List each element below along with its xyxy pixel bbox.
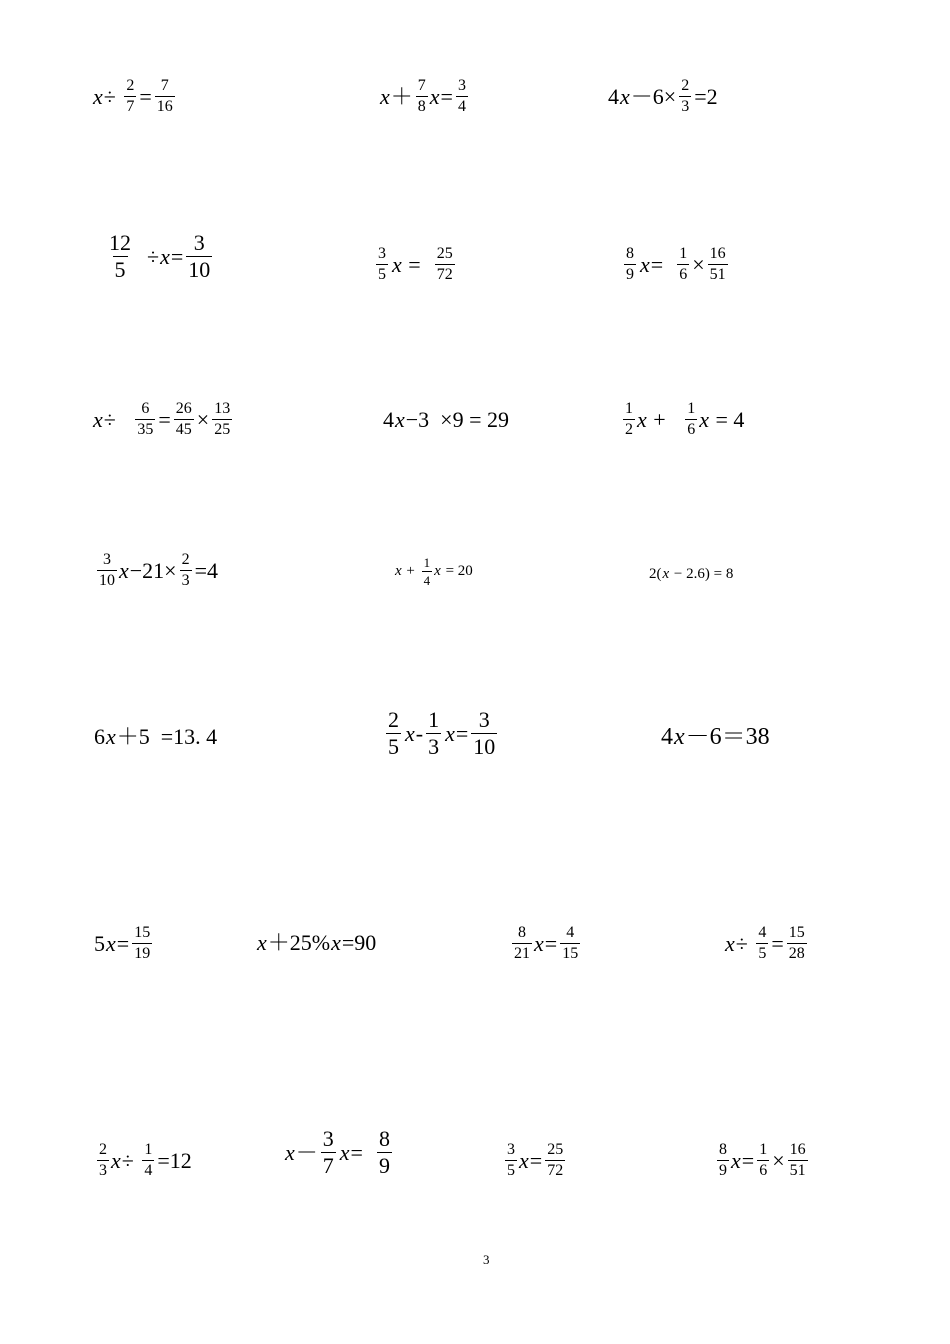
- equation-21: [285, 1128, 394, 1177]
- fraction-denominator: 72: [547, 1162, 564, 1179]
- fraction-denominator: 3: [681, 98, 690, 115]
- fraction-numerator: 1: [428, 707, 440, 732]
- fraction: [435, 246, 455, 283]
- fraction-denominator: 2: [625, 421, 633, 438]
- equation-6: [622, 246, 730, 283]
- equation-text: ÷: [103, 83, 122, 109]
- page-number: 3: [483, 1252, 490, 1267]
- fraction: [186, 232, 212, 281]
- fraction-numerator: 7: [417, 77, 426, 94]
- variable: x: [434, 563, 441, 579]
- equation-20: [95, 1142, 193, 1179]
- fraction-denominator: 8: [417, 98, 426, 115]
- fraction-numerator: 2: [181, 551, 190, 568]
- fraction: [321, 1128, 336, 1177]
- fraction-numerator: 4: [566, 924, 575, 941]
- equation-text: +: [647, 406, 683, 432]
- fraction-denominator: 15: [562, 945, 579, 962]
- fraction-numerator: 1: [687, 400, 696, 417]
- variable: x: [699, 406, 709, 432]
- fraction-numerator: 16: [709, 245, 726, 262]
- equation-text: ÷: [735, 930, 754, 956]
- equation-text: 5: [94, 930, 105, 956]
- fraction: [505, 1142, 517, 1179]
- fraction: [416, 78, 428, 115]
- variable: x: [395, 563, 402, 579]
- fraction-denominator: 28: [788, 945, 805, 962]
- fraction: [124, 78, 136, 115]
- fraction: [756, 925, 768, 962]
- fraction-numerator: 2: [126, 77, 135, 94]
- fraction-numerator: 3: [193, 230, 205, 255]
- fraction-numerator: 3: [507, 1141, 515, 1158]
- fraction-numerator: 8: [518, 924, 526, 941]
- equation-text: 2(: [649, 566, 662, 582]
- fraction: [456, 78, 468, 115]
- fraction-numerator: 8: [378, 1126, 390, 1151]
- variable: x: [285, 1139, 295, 1165]
- equation-text: －6＝38: [685, 724, 770, 750]
- fraction-denominator: 3: [99, 1162, 107, 1179]
- fraction: [787, 925, 807, 962]
- variable: x: [93, 83, 103, 109]
- equation-text: -: [415, 720, 424, 746]
- equation-text: =: [402, 251, 432, 277]
- equation-text: 6: [94, 724, 105, 749]
- fraction-denominator: 4: [144, 1162, 153, 1179]
- fraction-denominator: 3: [428, 734, 440, 759]
- fraction-denominator: 5: [378, 266, 386, 283]
- fraction-numerator: 1: [679, 245, 688, 262]
- equation-7: [93, 401, 234, 438]
- equation-19: [725, 925, 809, 962]
- variable: x: [534, 930, 544, 956]
- fraction-numerator: 6: [141, 400, 150, 417]
- fraction: [623, 401, 635, 438]
- fraction-numerator: 25: [547, 1141, 564, 1158]
- variable: x: [662, 566, 670, 582]
- fraction: [624, 246, 636, 283]
- variable: x: [429, 83, 440, 109]
- fraction-numerator: 25: [436, 245, 453, 262]
- equation-text: =90: [341, 930, 377, 955]
- fraction-numerator: 2: [99, 1141, 107, 1158]
- equation-10: [95, 552, 219, 589]
- fraction: [757, 1142, 769, 1179]
- equation-text: ×: [692, 251, 705, 277]
- equation-text: −21×: [129, 557, 177, 583]
- fraction-denominator: 7: [322, 1153, 334, 1178]
- equation-text: ×: [772, 1147, 785, 1173]
- fraction-denominator: 35: [137, 421, 154, 438]
- equation-15: [660, 725, 771, 749]
- equation-text: =: [158, 406, 171, 432]
- equation-text: − 2.6) = 8: [670, 566, 734, 582]
- equation-text: =: [650, 251, 675, 277]
- fraction: [708, 246, 728, 283]
- fraction-denominator: 10: [188, 257, 211, 282]
- fraction: [212, 401, 232, 438]
- fraction: [422, 556, 433, 587]
- variable: x: [519, 1147, 529, 1173]
- variable: x: [640, 251, 650, 277]
- fraction-denominator: 51: [709, 266, 726, 283]
- equation-text: ÷: [121, 1147, 140, 1173]
- equation-text: =: [440, 83, 453, 109]
- equation-11: [395, 556, 474, 587]
- equation-text: ＋: [390, 83, 413, 109]
- fraction: [717, 1142, 729, 1179]
- equation-14: [384, 709, 499, 758]
- variable: x: [395, 407, 405, 432]
- variable: x: [93, 406, 103, 432]
- fraction-numerator: 8: [719, 1141, 727, 1158]
- fraction: [376, 246, 388, 283]
- fraction-numerator: 3: [378, 245, 386, 262]
- equation-text: 4: [661, 724, 673, 750]
- variable: x: [637, 406, 647, 432]
- fraction-numerator: 1: [144, 1141, 153, 1158]
- fraction: [132, 925, 152, 962]
- fraction-numerator: 8: [626, 245, 634, 262]
- equation-text: =: [170, 243, 184, 269]
- fraction-denominator: 9: [626, 266, 634, 283]
- fraction: [97, 552, 117, 589]
- variable: x: [392, 251, 402, 277]
- fraction: [180, 552, 192, 589]
- fraction-numerator: 4: [758, 924, 767, 941]
- fraction: [677, 246, 689, 283]
- fraction: [377, 1128, 392, 1177]
- fraction-denominator: 3: [181, 572, 190, 589]
- variable: x: [111, 1147, 121, 1173]
- fraction: [685, 401, 697, 438]
- fraction-denominator: 6: [687, 421, 696, 438]
- fraction-denominator: 19: [134, 945, 151, 962]
- equation-text: ÷: [103, 406, 133, 432]
- fraction-denominator: 9: [378, 1153, 390, 1178]
- fraction: [426, 709, 441, 758]
- equation-text: =: [139, 83, 152, 109]
- variable: x: [106, 930, 116, 956]
- equation-text: +: [402, 563, 419, 579]
- fraction-denominator: 6: [679, 266, 688, 283]
- fraction-numerator: 3: [478, 707, 490, 732]
- variable: x: [106, 724, 116, 749]
- equation-text: =: [544, 930, 558, 956]
- fraction-denominator: 10: [473, 734, 496, 759]
- equation-text: ÷: [136, 243, 160, 269]
- equation-text: = 20: [441, 563, 473, 579]
- fraction-numerator: 1: [423, 555, 431, 570]
- equation-text: = 4: [709, 406, 745, 432]
- fraction-denominator: 4: [457, 98, 466, 115]
- equation-3: [607, 78, 719, 115]
- variable: x: [119, 557, 129, 583]
- fraction-denominator: 72: [436, 266, 453, 283]
- fraction-numerator: 2: [681, 77, 690, 94]
- variable: x: [257, 930, 267, 955]
- fraction-denominator: 5: [758, 945, 767, 962]
- fraction: [107, 232, 133, 281]
- equation-text: =2: [694, 83, 718, 109]
- equation-17: [257, 932, 377, 954]
- equation-12: [648, 567, 734, 582]
- variable: x: [331, 930, 341, 955]
- fraction-numerator: 7: [160, 77, 169, 94]
- variable: x: [674, 724, 685, 750]
- fraction-numerator: 12: [109, 230, 131, 255]
- fraction: [679, 78, 691, 115]
- fraction: [142, 1142, 154, 1179]
- fraction-numerator: 15: [134, 924, 151, 941]
- fraction-numerator: 13: [214, 400, 231, 417]
- equation-text: ＋5 =13. 4: [116, 724, 218, 749]
- equation-text: －6×: [630, 83, 677, 109]
- variable: x: [339, 1139, 350, 1165]
- equation-2: [380, 78, 470, 115]
- fraction: [512, 925, 532, 962]
- equation-text: =: [771, 930, 784, 956]
- fraction-numerator: 3: [103, 551, 111, 568]
- fraction-numerator: 3: [457, 77, 466, 94]
- fraction: [386, 709, 401, 758]
- equation-text: －: [295, 1139, 318, 1165]
- fraction-denominator: 5: [114, 257, 126, 282]
- variable: x: [725, 930, 735, 956]
- variable: x: [620, 83, 630, 109]
- fraction-numerator: 2: [388, 707, 399, 732]
- fraction: [135, 401, 155, 438]
- fraction-numerator: 15: [788, 924, 805, 941]
- fraction-denominator: 5: [507, 1162, 515, 1179]
- equation-18: [510, 925, 582, 962]
- equation-text: ×: [196, 406, 210, 432]
- fraction-denominator: 51: [789, 1162, 806, 1179]
- equation-text: =: [116, 930, 130, 956]
- equation-5: [374, 246, 457, 283]
- equation-9: [621, 401, 745, 438]
- fraction: [788, 1142, 808, 1179]
- variable: x: [160, 243, 170, 269]
- fraction-numerator: 16: [789, 1141, 806, 1158]
- equation-16: [93, 925, 154, 962]
- fraction-numerator: 3: [322, 1126, 334, 1151]
- variable: x: [380, 83, 390, 109]
- fraction-denominator: 5: [388, 734, 399, 759]
- equation-text: =: [455, 720, 469, 746]
- fraction: [174, 401, 194, 438]
- equation-text: =: [741, 1147, 755, 1173]
- fraction-denominator: 21: [514, 945, 530, 962]
- fraction-denominator: 7: [126, 98, 135, 115]
- fraction-denominator: 10: [99, 572, 115, 589]
- variable: x: [445, 720, 455, 746]
- equation-text: =12: [157, 1147, 192, 1173]
- fraction-denominator: 16: [156, 98, 173, 115]
- fraction-denominator: 25: [214, 421, 231, 438]
- equation-22: [503, 1142, 567, 1179]
- fraction: [471, 709, 497, 758]
- fraction: [155, 78, 175, 115]
- equation-text: =4: [194, 557, 219, 583]
- fraction: [545, 1142, 565, 1179]
- fraction-denominator: 9: [719, 1162, 727, 1179]
- equation-text: 4: [608, 83, 619, 109]
- fraction-denominator: 4: [423, 573, 431, 588]
- variable: x: [731, 1147, 741, 1173]
- equation-8: [382, 409, 510, 431]
- fraction: [97, 1142, 109, 1179]
- fraction-numerator: 1: [759, 1141, 768, 1158]
- fraction-denominator: 45: [175, 421, 192, 438]
- fraction-numerator: 1: [625, 400, 633, 417]
- fraction-numerator: 26: [175, 400, 192, 417]
- equation-1: [93, 78, 177, 115]
- fraction: [560, 925, 580, 962]
- equation-13: [93, 726, 218, 748]
- equation-text: =: [529, 1147, 543, 1173]
- equation-23: [715, 1142, 810, 1179]
- fraction-denominator: 6: [759, 1162, 768, 1179]
- equation-text: =: [350, 1139, 374, 1165]
- equation-text: ＋25%: [267, 930, 331, 955]
- equation-text: 4: [383, 407, 394, 432]
- equation-text: −3 ×9 = 29: [405, 407, 509, 432]
- equation-4: [105, 232, 214, 281]
- variable: x: [405, 720, 415, 746]
